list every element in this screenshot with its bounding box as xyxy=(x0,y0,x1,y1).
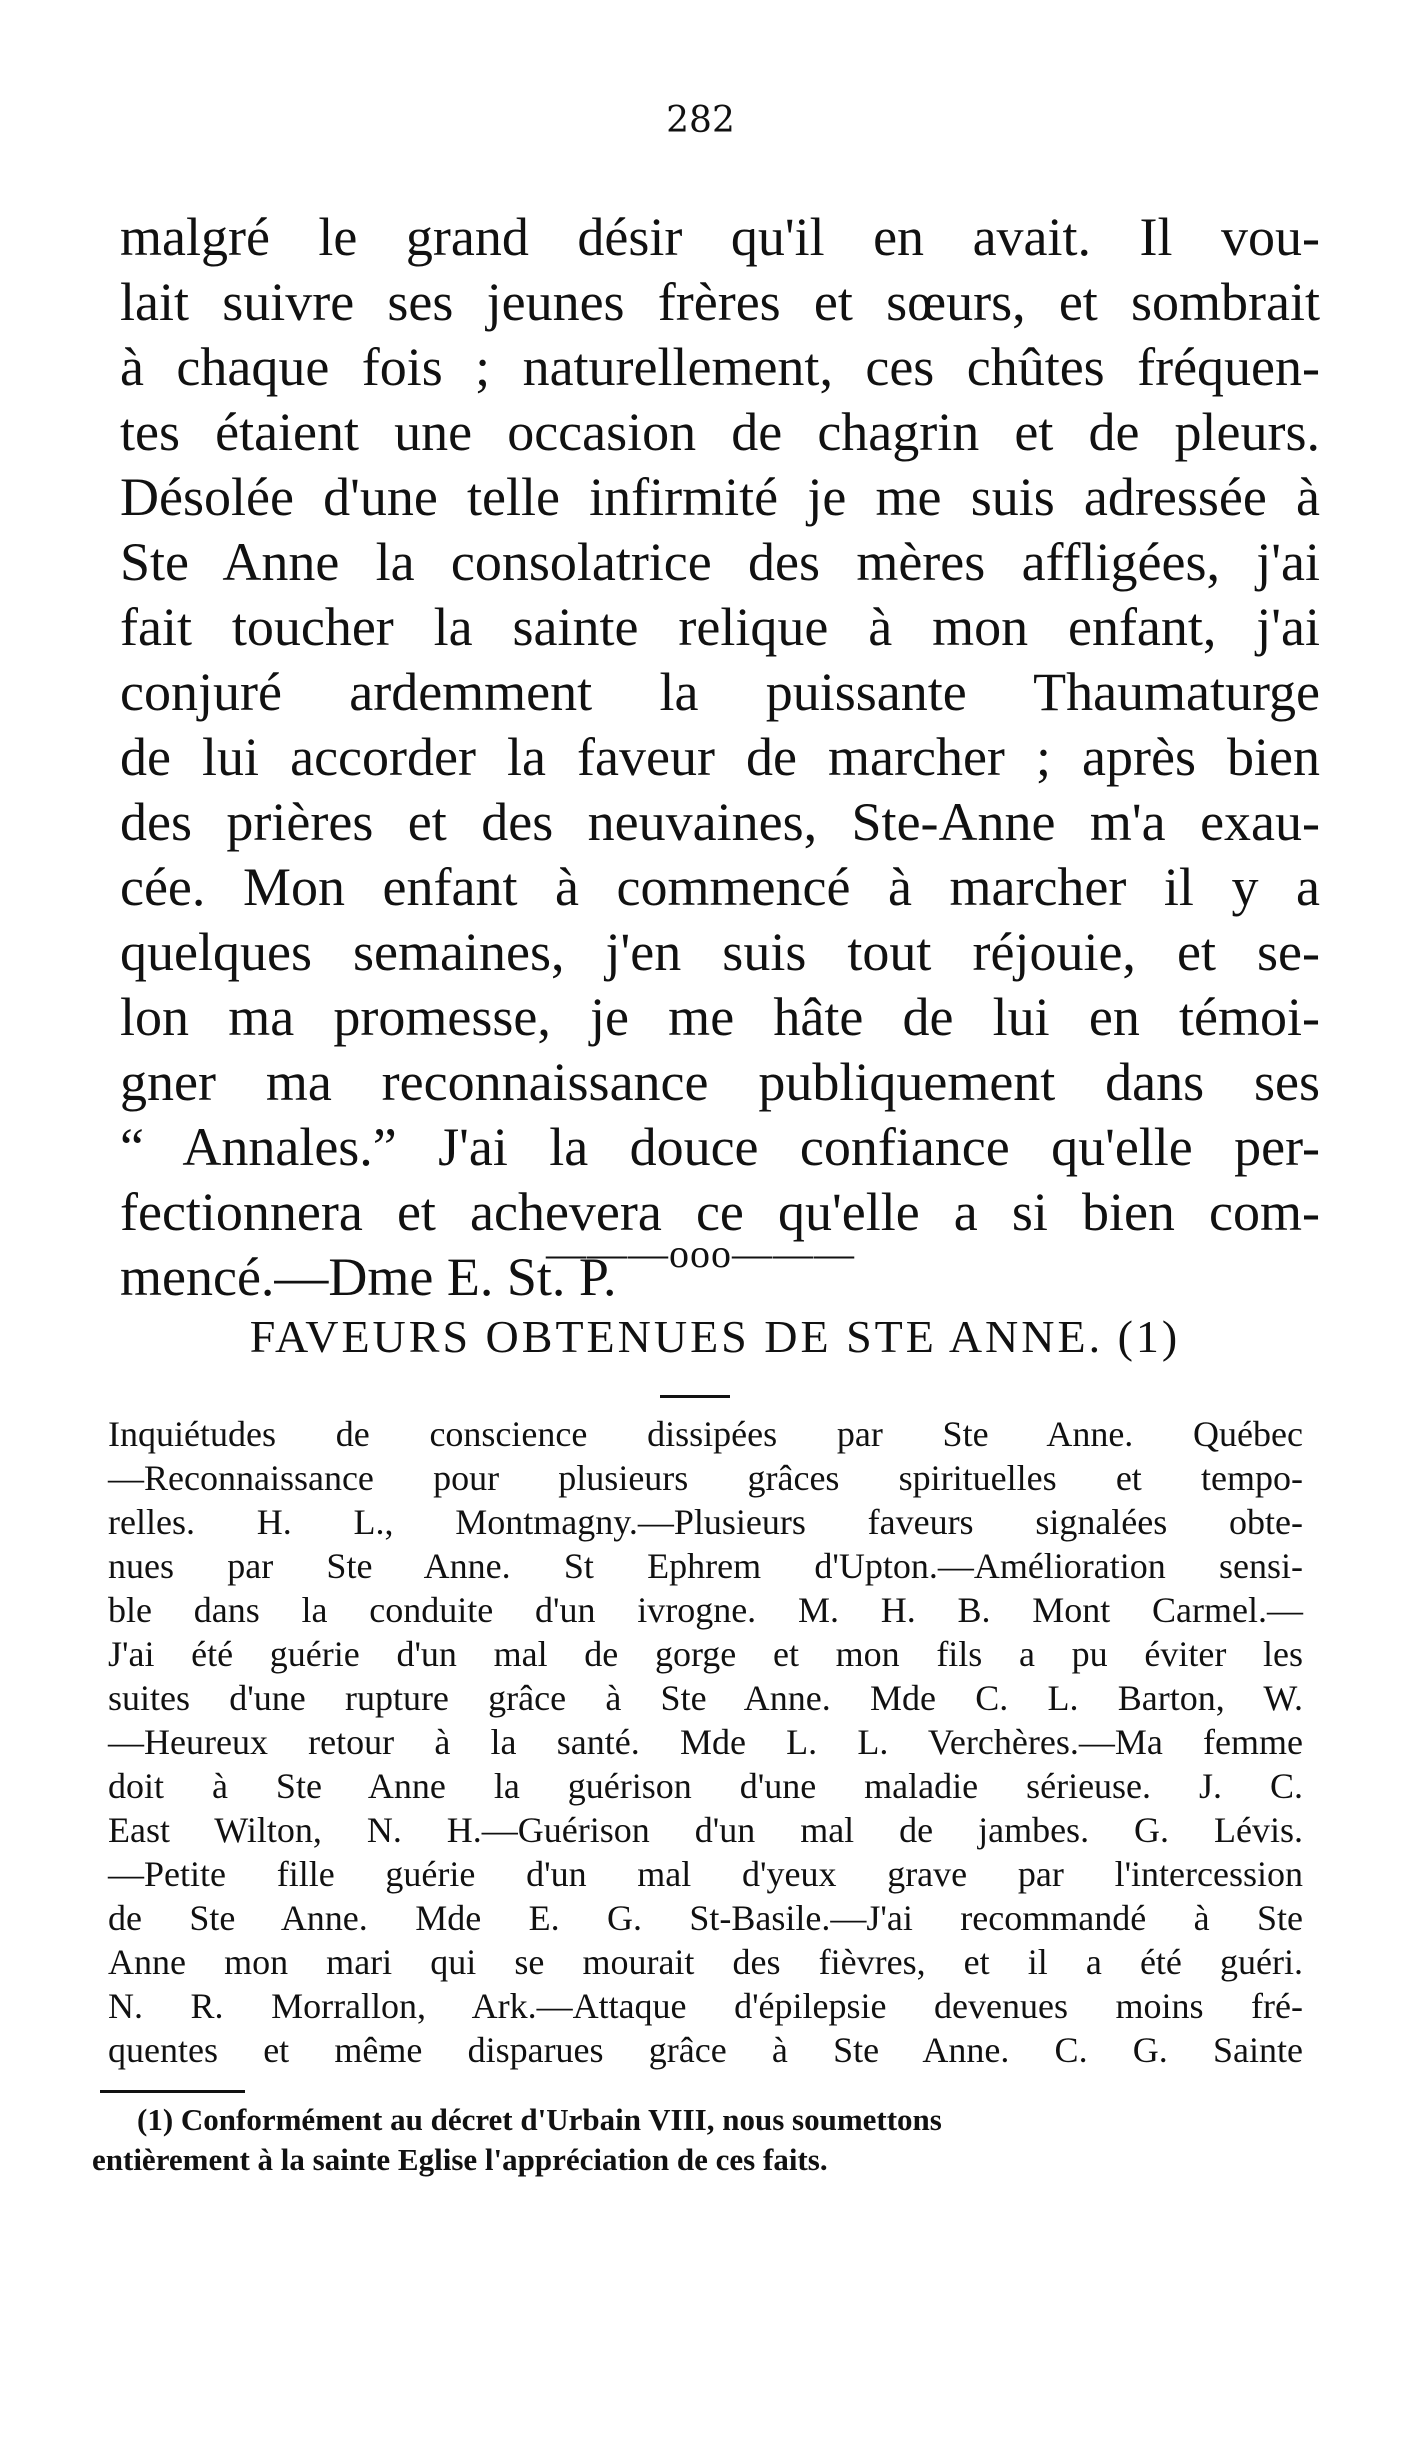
favour-line: nues par Ste Anne. St Ephrem d'Upton.—Amélioration sensi- xyxy=(108,1546,1303,1586)
favours-list xyxy=(108,1412,1303,2072)
section-separator: ———ooo——— xyxy=(546,1231,855,1276)
body-line: tes étaient une occasion de chagrin et de pleurs. xyxy=(120,402,1320,462)
footnote-line: (1) Conformément au décret d'Urbain VIII, nous soumettons xyxy=(137,2102,942,2137)
favour-line: East Wilton, N. H.—Guérison d'un mal de jambes. G. Lévis. xyxy=(108,1810,1303,1850)
body-line-signature: mencé.—Dme E. St. P. xyxy=(120,1247,617,1307)
body-line: de lui accorder la faveur de marcher ; après bien xyxy=(120,727,1320,787)
body-line: quelques semaines, j'en suis tout réjouie, et se- xyxy=(120,922,1320,982)
favour-line: —Petite fille guérie d'un mal d'yeux grave par l'intercession xyxy=(108,1854,1303,1894)
footnote-rule xyxy=(100,2090,245,2093)
favour-line: N. R. Morrallon, Ark.—Attaque d'épilepsie devenues moins fré- xyxy=(108,1986,1303,2026)
body-line: fait toucher la sainte relique à mon enfant, j'ai xyxy=(120,597,1320,657)
favour-line: J'ai été guérie d'un mal de gorge et mon fils a pu éviter les xyxy=(108,1634,1303,1674)
body-line: malgré le grand désir qu'il en avait. Il vou- xyxy=(120,207,1320,267)
body-line: Désolée d'une telle infirmité je me suis adressée à xyxy=(120,467,1320,527)
body-line: conjuré ardemment la puissante Thaumaturge xyxy=(120,662,1320,722)
favour-line: Anne mon mari qui se mourait des fièvres, et il a été guéri. xyxy=(108,1942,1303,1982)
page-number: 282 xyxy=(666,100,735,141)
body-line: fectionnera et achevera ce qu'elle a si bien com- xyxy=(120,1182,1320,1242)
favour-line: —Heureux retour à la santé. Mde L. L. Verchères.—Ma femme xyxy=(108,1722,1303,1762)
favour-line: suites d'une rupture grâce à Ste Anne. Mde C. L. Barton, W. xyxy=(108,1678,1303,1718)
favour-line: doit à Ste Anne la guérison d'une maladie sérieuse. J. C. xyxy=(108,1766,1303,1806)
section-title: FAVEURS OBTENUES DE STE ANNE. (1) xyxy=(249,1311,1181,1362)
body-line: gner ma reconnaissance publiquement dans ses xyxy=(120,1052,1320,1112)
body-line: lon ma promesse, je me hâte de lui en témoi- xyxy=(120,987,1320,1047)
body-line: Ste Anne la consolatrice des mères affligées, j'ai xyxy=(120,532,1320,592)
body-line: lait suivre ses jeunes frères et sœurs, et sombrait xyxy=(120,272,1320,332)
favour-line: relles. H. L., Montmagny.—Plusieurs faveurs signalées obte- xyxy=(108,1502,1303,1542)
body-paragraph xyxy=(120,205,1320,1310)
body-line: cée. Mon enfant à commencé à marcher il y a xyxy=(120,857,1320,917)
title-rule xyxy=(660,1395,730,1398)
favour-line: quentes et même disparues grâce à Ste Anne. C. G. Sainte xyxy=(108,2030,1303,2070)
body-line: “ Annales.” J'ai la douce confiance qu'elle per- xyxy=(120,1117,1320,1177)
favour-line: —Reconnaissance pour plusieurs grâces spirituelles et tempo- xyxy=(108,1458,1303,1498)
body-line: des prières et des neuvaines, Ste-Anne m'a exau- xyxy=(120,792,1320,852)
favour-line: ble dans la conduite d'un ivrogne. M. H. B. Mont Carmel.— xyxy=(108,1590,1303,1630)
body-line: à chaque fois ; naturellement, ces chûtes fréquen- xyxy=(120,337,1320,397)
favour-line: Inquiétudes de conscience dissipées par Ste Anne. Québec xyxy=(108,1414,1303,1454)
favour-line: de Ste Anne. Mde E. G. St-Basile.—J'ai recommandé à Ste xyxy=(108,1898,1303,1938)
footnote-line: entièrement à la sainte Eglise l'appréciation de ces faits. xyxy=(92,2142,828,2177)
footnote xyxy=(92,2100,1307,2180)
